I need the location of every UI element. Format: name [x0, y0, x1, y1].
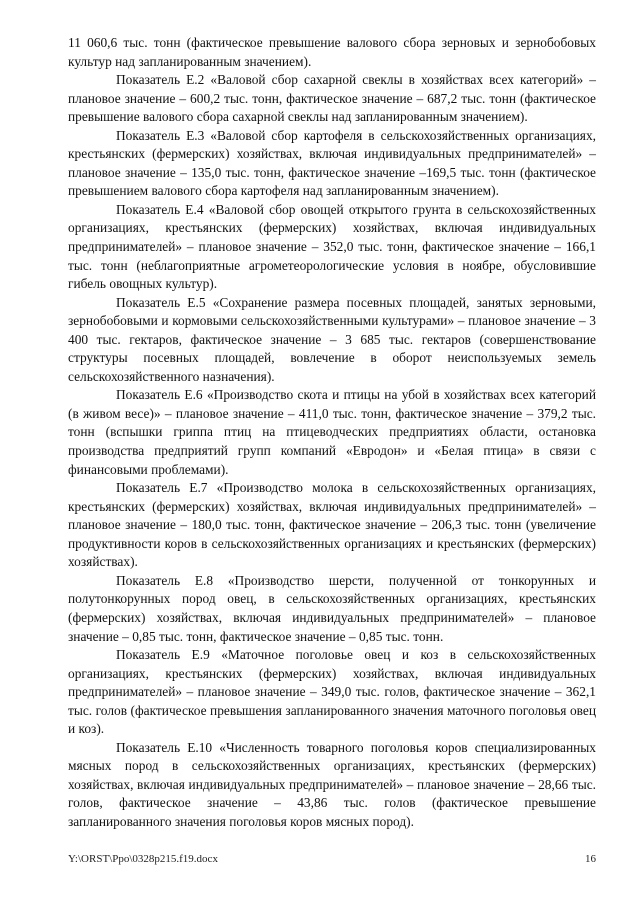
paragraph-indicator-e2: Показатель Е.2 «Валовой сбор сахарной свеклы в хозяйствах всех категорий» – плановое значение – 600,2 тыс. тонн, фактическое значение – 687,2 тыс. тонн (фактическое превышение валового сбора сахарной свеклы над запланированным значением). — [68, 72, 596, 125]
paragraph-indicator-e8: Показатель Е.8 «Производство шерсти, полученной от тонкорунных и полутонкорунных пород овец, в сельскохозяйственных организациях, крестьянских (фермерских) хозяйствах, включая индивидуальных предпринимателей» – плановое значение – 0,85 тыс. тонн, фактическое значение – 0,85 тыс. тонн. — [68, 572, 596, 644]
paragraph-indicator-e4: Показатель Е.4 «Валовой сбор овощей открытого грунта в сельскохозяйственных организациях, крестьянских (фермерских) хозяйствах, включая индивидуальных предпринимателей» – плановое значение – 352,0 тыс. тонн, фактическое значение – 166,1 тыс. тонн (неблагоприятные агрометеорологические условия в ноябре, обусловившие гибель овощных культур). — [68, 201, 596, 292]
paragraph-indicator-e3: Показатель Е.3 «Валовой сбор картофеля в сельскохозяйственных организациях, крестьянских (фермерских) хозяйствах, включая индивидуальных предпринимателей» – плановое значение – 135,0 тыс. тонн, фактическое значение –169,5 тыс. тонн (фактическое превышением валового сбора картофеля над запланированным значением). — [68, 127, 596, 199]
paragraph-indicator-e9: Показатель Е.9 «Маточное поголовье овец и коз в сельскохозяйственных организациях, крестьянских (фермерских) хозяйствах, включая индивидуальных предпринимателей» – плановое значение – 349,0 тыс. голов, фактическое значение – 362,1 тыс. голов (фактическое превышения запланированного значения маточного поголовья овец и коз). — [68, 647, 596, 737]
paragraph-indicator-e10: Показатель Е.10 «Численность товарного поголовья коров специализированных мясных пород в сельскохозяйственных организациях, крестьянских (фермерских) хозяйствах, включая индивидуальных предпринимателей» – плановое значение – 28,66 тыс. голов, фактическое значение – 43,86 тыс. голов (фактическое превышение запланированного значения поголовья коров мясных пород). — [68, 739, 596, 829]
page-number: 16 — [585, 853, 596, 865]
paragraph-continuation: 11 060,6 тыс. тонн (фактическое превышение валового сбора зерновых и зернобобовых культур над запланированным значением). — [68, 35, 596, 69]
paragraph-indicator-e5: Показатель Е.5 «Сохранение размера посевных площадей, занятых зерновыми, зернобобовыми и кормовыми сельскохозяйственными культурами» – плановое значение – 3 400 тыс. гектаров, фактическое значение – 3 685 тыс. гектаров (совершенствование структуры посевных площадей, вовлечение в оборот неиспользуемых земель сельскохозяйственного назначения). — [68, 294, 596, 384]
paragraph-indicator-e6: Показатель Е.6 «Производство скота и птицы на убой в хозяйствах всех категорий (в живом весе)» – плановое значение – 411,0 тыс. тонн, фактическое значение – 379,2 тыс. тонн (вспышки гриппа птиц на птицеводческих предприятиях области, остановка производства предприятий групп компаний «Евродон» и «Белая птица» в связи с финансовыми проблемами). — [68, 387, 596, 477]
document-body — [68, 34, 596, 832]
footer-file-path: Y:\ORST\Ppo\0328p215.f19.docx — [68, 853, 218, 865]
paragraph-indicator-e7: Показатель Е.7 «Производство молока в сельскохозяйственных организациях, крестьянских (фермерских) хозяйствах, включая индивидуальных предпринимателей» – плановое значение – 180,0 тыс. тонн, фактическое значение – 206,3 тыс. тонн (увеличение продуктивности коров в сельскохозяйственных организациях и крестьянских (фермерских) хозяйствах). — [68, 480, 596, 570]
